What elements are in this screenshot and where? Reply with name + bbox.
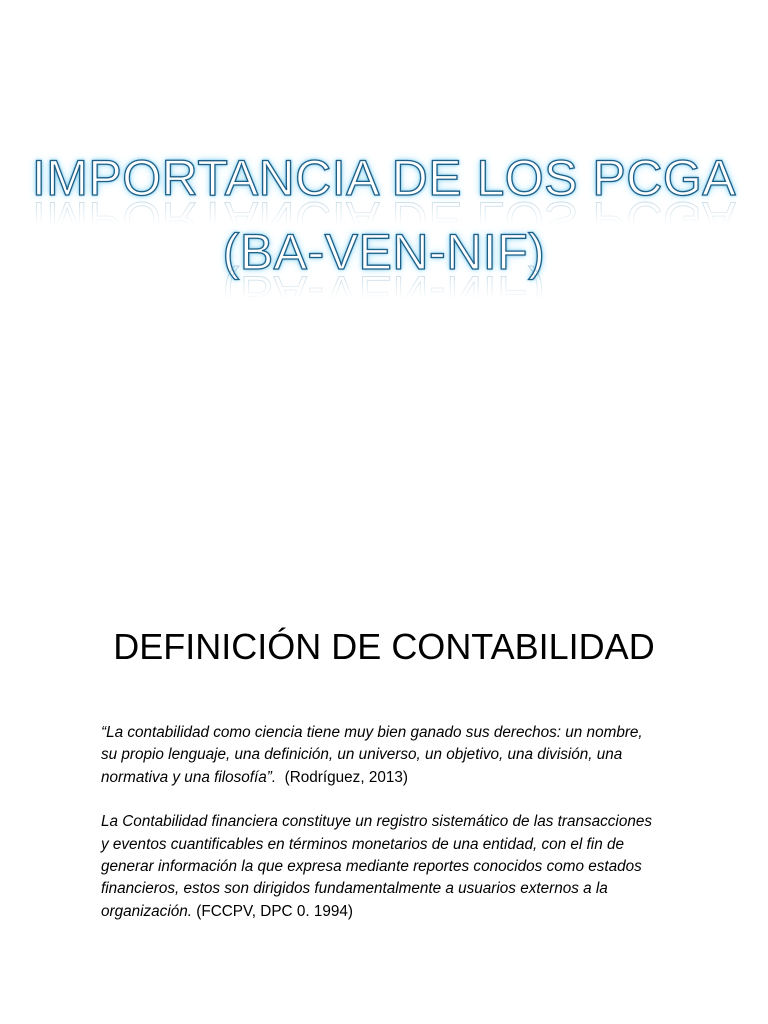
paragraph-fccpv — [101, 811, 661, 923]
paragraph-citation: (FCCPV, DPC 0. 1994) — [196, 902, 353, 920]
paragraph-citation: (Rodríguez, 2013) — [284, 768, 408, 786]
definition-heading: DEFINICIÓN DE CONTABILIDAD — [113, 626, 655, 667]
definition-body — [101, 722, 661, 945]
paragraph-quote: La Contabilidad financiera constituye un registro sistemático de las transacciones y eventos cuantificables en términos monetarios de una entidad, con el fin de generar información la que expresa mediante reportes conocidos como estados financieros, estos son dirigidos fundamentalmente a usuarios externos a la organización. — [101, 813, 652, 920]
paragraph-quote: “La contabilidad como ciencia tiene muy bien ganado sus derechos: un nombre, su propio lenguaje, una definición, un universo, un objetivo, una división, una normativa y una filosofía”. — [101, 724, 643, 786]
title-slide — [0, 148, 768, 282]
title-line-1: IMPORTANCIA DE LOS PCGA IMPORTANCIA DE LOS PCGA — [0, 148, 768, 208]
title-line-2: (BA-VEN-NIF) (BA-VEN-NIF) — [0, 222, 768, 282]
paragraph-rodriguez — [101, 722, 661, 789]
